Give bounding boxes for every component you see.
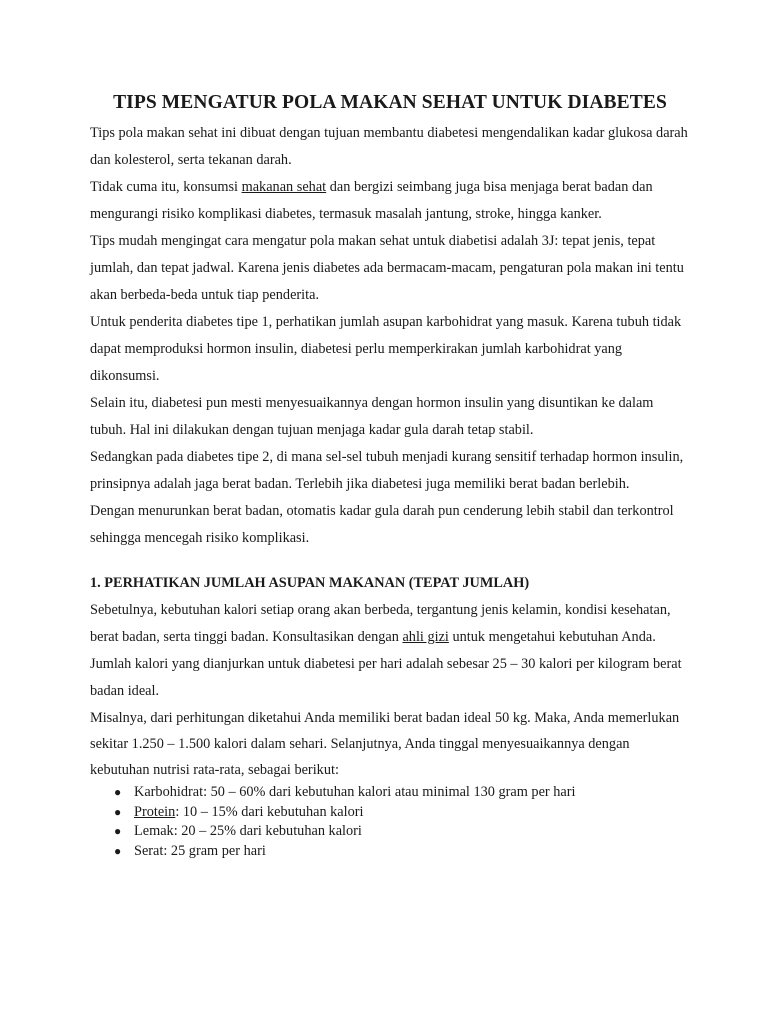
document-page bbox=[90, 92, 690, 861]
section-1-paragraph-1 bbox=[90, 597, 690, 651]
link-makanan-sehat[interactable]: makanan sehat bbox=[241, 179, 327, 195]
list-item-text: : 10 – 15% dari kebutuhan kalori bbox=[175, 803, 364, 820]
bullet-icon: ● bbox=[114, 824, 122, 838]
list-item-text: Karbohidrat: 50 – 60% dari kebutuhan kalori atau minimal 130 gram per hari bbox=[134, 784, 576, 800]
list-item bbox=[114, 842, 690, 862]
intro-paragraph-3: Tips mudah mengingat cara mengatur pola makan sehat untuk diabetisi adalah 3J: tepat jenis, tepat jumlah, dan tepat jadwal. Karena jenis diabetes ada bermacam-macam, pengaturan pola makan ini tentu akan berbeda-beda untuk tiap penderita. bbox=[90, 233, 684, 303]
link-protein[interactable]: Protein bbox=[134, 803, 176, 820]
list-item-text: Serat: 25 gram per hari bbox=[134, 842, 266, 859]
intro-paragraph-1: Tips pola makan sehat ini dibuat dengan tujuan membantu diabetesi mengendalikan kadar glukosa darah dan kolesterol, serta tekanan darah. bbox=[90, 125, 688, 168]
text-run: Sebetulnya, kebutuhan kalori setiap orang akan berbeda, tergantung jenis kelamin, kondisi kesehatan, berat badan, serta tinggi badan. Konsultasikan dengan bbox=[90, 602, 671, 645]
section-spacer bbox=[90, 552, 690, 570]
document-title: TIPS MENGATUR POLA MAKAN SEHAT UNTUK DIABETES bbox=[113, 92, 667, 113]
bullet-icon: ● bbox=[114, 804, 122, 819]
intro-paragraph-2 bbox=[90, 174, 690, 228]
section-1-paragraph-2: Jumlah kalori yang dianjurkan untuk diabetesi per hari adalah sebesar 25 – 30 kalori per kilogram berat badan ideal. bbox=[90, 656, 682, 699]
text-run: untuk mengetahui kebutuhan Anda. bbox=[448, 629, 656, 645]
bullet-icon: ● bbox=[114, 785, 122, 799]
intro-paragraph-4: Untuk penderita diabetes tipe 1, perhatikan jumlah asupan karbohidrat yang masuk. Karena tubuh tidak dapat memproduksi hormon insulin, diabetesi perlu memperkirakan jumlah karbohidrat yang dikonsumsi. bbox=[90, 314, 682, 384]
section-1-paragraph-3: Misalnya, dari perhitungan diketahui Anda memiliki berat badan ideal 50 kg. Maka, Anda memerlukan sekitar 1.250 – 1.500 kalori dalam sehari. Selanjutnya, Anda tinggal menyesuaikannya dengan kebutuhan nutrisi rata-rata, sebagai berikut: bbox=[90, 710, 680, 778]
list-item bbox=[114, 803, 690, 823]
link-ahli-gizi[interactable]: ahli gizi bbox=[402, 629, 449, 645]
text-run: dan bergizi seimbang juga bisa menjaga berat badan dan mengurangi risiko komplikasi diabetes, termasuk masalah jantung, stroke, hingga kanker. bbox=[90, 179, 653, 222]
section-1-heading: 1. PERHATIKAN JUMLAH ASUPAN MAKANAN (TEPAT JUMLAH) bbox=[90, 575, 530, 591]
list-item-text: Lemak: 20 – 25% dari kebutuhan kalori bbox=[134, 823, 362, 839]
list-item bbox=[114, 783, 690, 803]
bullet-icon: ● bbox=[114, 843, 122, 858]
intro-paragraph-5: Selain itu, diabetesi pun mesti menyesuaikannya dengan hormon insulin yang disuntikan ke dalam tubuh. Hal ini dilakukan dengan tujuan menjaga kadar gula darah tetap stabil. bbox=[90, 395, 654, 438]
text-run: Tidak cuma itu, konsumsi bbox=[90, 179, 242, 195]
nutrition-list bbox=[90, 783, 690, 861]
intro-paragraph-7: Dengan menurunkan berat badan, otomatis kadar gula darah pun cenderung lebih stabil dan terkontrol sehingga mencegah risiko komplikasi. bbox=[90, 503, 674, 546]
list-item bbox=[114, 822, 690, 842]
intro-paragraph-6: Sedangkan pada diabetes tipe 2, di mana sel-sel tubuh menjadi kurang sensitif terhadap hormon insulin, prinsipnya adalah jaga berat badan. Terlebih jika diabetesi juga memiliki berat badan berlebih. bbox=[90, 449, 684, 492]
